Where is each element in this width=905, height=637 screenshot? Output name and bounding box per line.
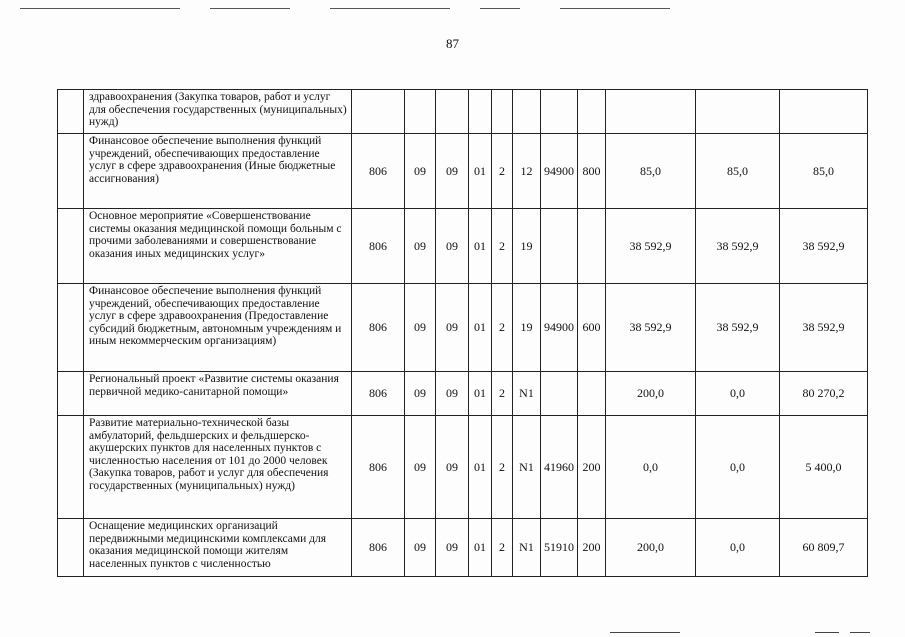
cell-event: 19 xyxy=(513,284,541,372)
cell-razdel: 09 xyxy=(405,519,436,577)
cell-glava: 806 xyxy=(352,284,405,372)
cell-podrazdel xyxy=(436,90,469,134)
cell-amount-year3: 85,0 xyxy=(780,134,868,209)
table-row xyxy=(58,519,868,577)
cell-description: Основное мероприятие «Совершенствование системы оказания медицинской помощи больным с прочими заболеваниями и совершенствование оказания иных медицинских услуг» xyxy=(84,209,352,284)
cell-description: Финансовое обеспечение выполнения функций учреждений, обеспечивающих предоставление услуг в сфере здравоохранения (Предоставление субсидий бюджетным, автономным учреждениям и иным некоммерческим организациям) xyxy=(84,284,352,372)
cell-amount-year2: 38 592,9 xyxy=(696,284,780,372)
cell-expense-type: 200 xyxy=(578,416,606,519)
cell-program xyxy=(469,90,492,134)
cell-expense-type: 800 xyxy=(578,134,606,209)
cell-subprogram: 2 xyxy=(492,209,513,284)
cell-description: Региональный проект «Развитие системы оказания первичной медико-санитарной помощи» xyxy=(84,372,352,416)
cell-podrazdel: 09 xyxy=(436,209,469,284)
cell-subprogram: 2 xyxy=(492,284,513,372)
cell-expense-type xyxy=(578,372,606,416)
cell-description: Оснащение медицинских организаций передвижными медицинскими комплексами для оказания медицинской помощи жителям населенных пунктов с численностью xyxy=(84,519,352,577)
cell-index xyxy=(58,416,84,519)
budget-table xyxy=(57,89,868,577)
cell-amount-year1: 200,0 xyxy=(606,372,696,416)
cell-expense-type xyxy=(578,209,606,284)
cell-program: 01 xyxy=(469,519,492,577)
cell-glava: 806 xyxy=(352,209,405,284)
cell-amount-year2 xyxy=(696,90,780,134)
cell-event: N1 xyxy=(513,416,541,519)
cell-subprogram: 2 xyxy=(492,372,513,416)
cell-expense-type: 200 xyxy=(578,519,606,577)
cell-description: Развитие материально-технической базы амбулаторий, фельдшерских и фельдшерско-акушерских пунктов для населенных пунктов с численностью населения от 101 до 2000 человек (Закупка товаров, работ и услуг для обеспечения государственных (муниципальных) нужд) xyxy=(84,416,352,519)
cell-razdel: 09 xyxy=(405,284,436,372)
cell-direction xyxy=(541,90,578,134)
cell-glava xyxy=(352,90,405,134)
cell-event xyxy=(513,90,541,134)
cell-expense-type: 600 xyxy=(578,284,606,372)
cell-amount-year2: 0,0 xyxy=(696,519,780,577)
cell-subprogram: 2 xyxy=(492,519,513,577)
cell-direction xyxy=(541,372,578,416)
cell-podrazdel: 09 xyxy=(436,372,469,416)
cell-direction: 51910 xyxy=(541,519,578,577)
cell-amount-year2: 0,0 xyxy=(696,372,780,416)
cell-index xyxy=(58,209,84,284)
cell-index xyxy=(58,372,84,416)
table-row xyxy=(58,134,868,209)
cell-event: N1 xyxy=(513,372,541,416)
table-row xyxy=(58,416,868,519)
cell-amount-year3 xyxy=(780,90,868,134)
cell-glava: 806 xyxy=(352,416,405,519)
cell-program: 01 xyxy=(469,416,492,519)
cell-subprogram: 2 xyxy=(492,416,513,519)
cell-amount-year2: 38 592,9 xyxy=(696,209,780,284)
cell-amount-year1: 38 592,9 xyxy=(606,209,696,284)
cell-direction: 94900 xyxy=(541,134,578,209)
table-row xyxy=(58,209,868,284)
cell-direction: 94900 xyxy=(541,284,578,372)
cell-razdel: 09 xyxy=(405,209,436,284)
cell-amount-year1: 85,0 xyxy=(606,134,696,209)
cell-direction xyxy=(541,209,578,284)
cell-index xyxy=(58,90,84,134)
scan-edge-top xyxy=(0,6,905,12)
cell-index xyxy=(58,284,84,372)
cell-amount-year3: 80 270,2 xyxy=(780,372,868,416)
cell-amount-year1: 0,0 xyxy=(606,416,696,519)
cell-program: 01 xyxy=(469,284,492,372)
cell-amount-year2: 85,0 xyxy=(696,134,780,209)
cell-index xyxy=(58,519,84,577)
cell-glava: 806 xyxy=(352,519,405,577)
cell-glava: 806 xyxy=(352,372,405,416)
cell-program: 01 xyxy=(469,134,492,209)
cell-podrazdel: 09 xyxy=(436,519,469,577)
cell-event: 12 xyxy=(513,134,541,209)
cell-razdel: 09 xyxy=(405,372,436,416)
cell-direction: 41960 xyxy=(541,416,578,519)
cell-description: здравоохранения (Закупка товаров, работ и услуг для обеспечения государственных (муниципальных) нужд) xyxy=(84,90,352,134)
cell-event: N1 xyxy=(513,519,541,577)
cell-program: 01 xyxy=(469,372,492,416)
cell-index xyxy=(58,134,84,209)
cell-amount-year3: 5 400,0 xyxy=(780,416,868,519)
cell-program: 01 xyxy=(469,209,492,284)
cell-razdel: 09 xyxy=(405,416,436,519)
table-row xyxy=(58,284,868,372)
table-row xyxy=(58,372,868,416)
cell-podrazdel: 09 xyxy=(436,134,469,209)
cell-razdel: 09 xyxy=(405,134,436,209)
cell-amount-year2: 0,0 xyxy=(696,416,780,519)
page-number: 87 xyxy=(446,36,459,51)
cell-subprogram: 2 xyxy=(492,134,513,209)
cell-expense-type xyxy=(578,90,606,134)
cell-subprogram xyxy=(492,90,513,134)
cell-podrazdel: 09 xyxy=(436,284,469,372)
cell-amount-year3: 38 592,9 xyxy=(780,209,868,284)
cell-event: 19 xyxy=(513,209,541,284)
table-row xyxy=(58,90,868,134)
cell-glava: 806 xyxy=(352,134,405,209)
cell-podrazdel: 09 xyxy=(436,416,469,519)
cell-amount-year3: 38 592,9 xyxy=(780,284,868,372)
cell-amount-year1: 200,0 xyxy=(606,519,696,577)
cell-description: Финансовое обеспечение выполнения функций учреждений, обеспечивающих предоставление услуг в сфере здравоохранения (Иные бюджетные ассигнования) xyxy=(84,134,352,209)
cell-amount-year1 xyxy=(606,90,696,134)
cell-amount-year3: 60 809,7 xyxy=(780,519,868,577)
cell-razdel xyxy=(405,90,436,134)
cell-amount-year1: 38 592,9 xyxy=(606,284,696,372)
